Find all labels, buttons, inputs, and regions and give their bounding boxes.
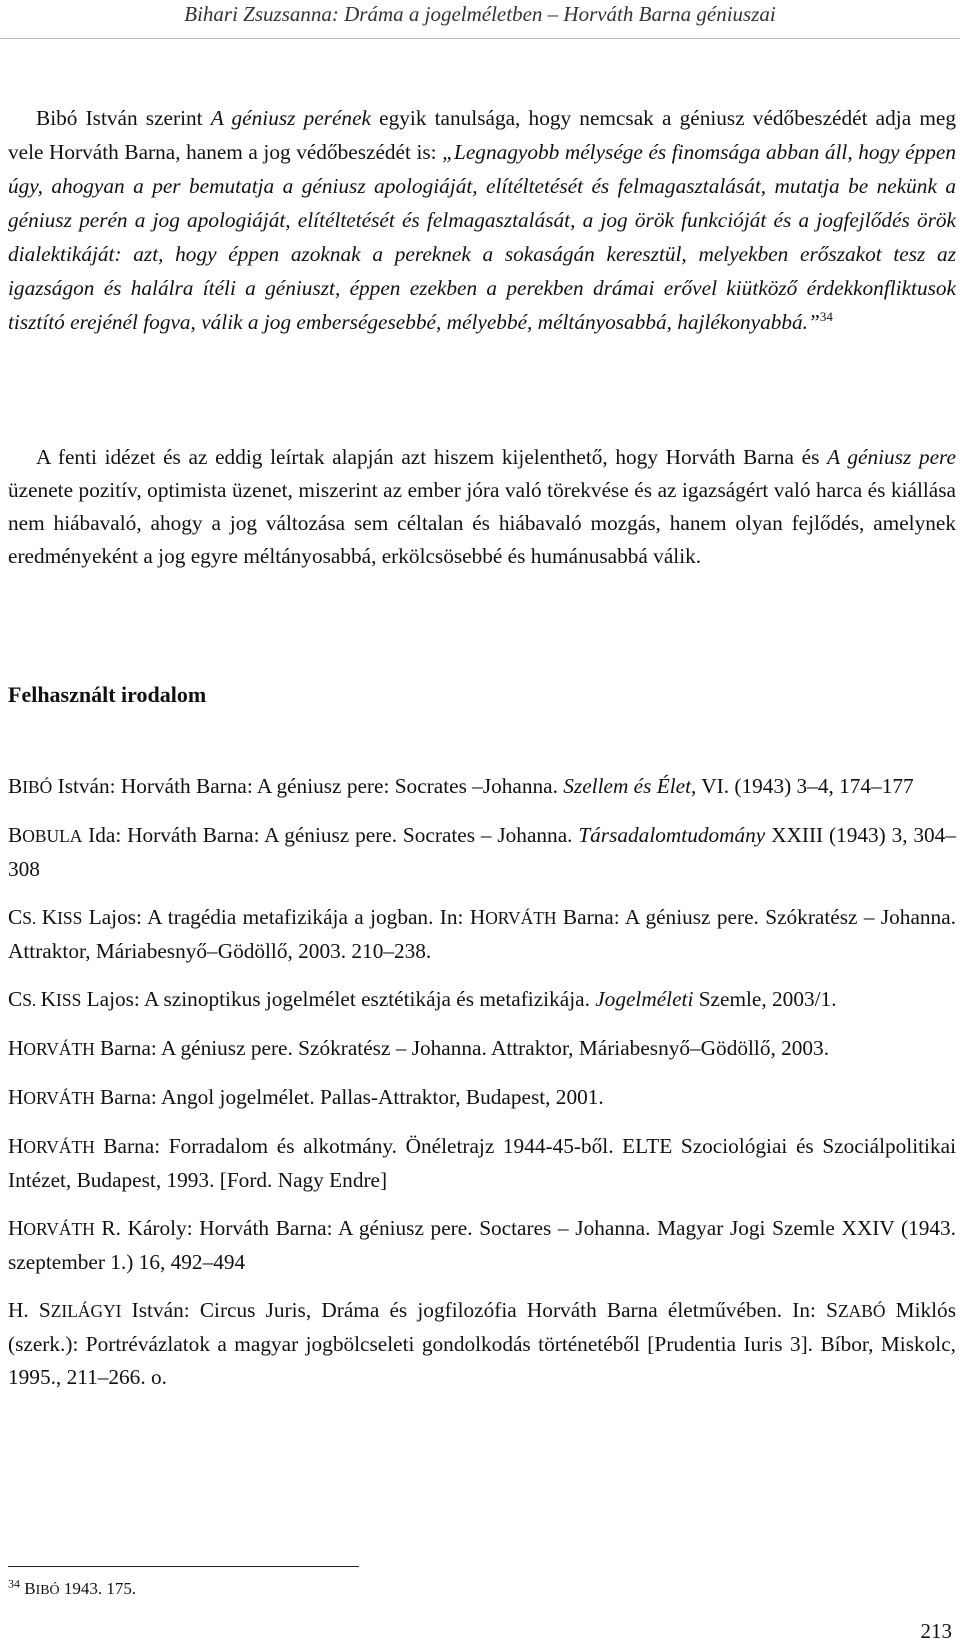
- quote-paragraph: [8, 101, 956, 339]
- paragraph-lead-cont: egyik tanulsága, hogy nemcsak a géniusz védőbeszédét adja meg vele Horváth Barna, hanem a jog védőbeszédét is:: [8, 106, 956, 164]
- reference-item: HORVÁTH Barna: A géniusz pere. Szókratész – Johanna. Attraktor, Máriabesnyő–Gödöllő, 2003.: [8, 1036, 830, 1060]
- summary-text-end: üzenete pozitív, optimista üzenet, miszerint az ember jóra való törekvése és az igazságért való harca és kiállása nem hiábavaló, ahogy a jog változása sem céltalan és hiábavaló mozgás, hanem olyan fejlődés, amelynek eredményeként a jog egyre méltányosabbá, erkölcsösebbé és humánusabbá válik.: [8, 478, 956, 568]
- running-title: Bihari Zsuzsanna: Dráma a jogelméletben – Horváth Barna géniuszai: [184, 2, 776, 26]
- reference-item: H. SZILÁGYI István: Circus Juris, Dráma és jogfilozófia Horváth Barna életművében. In: SZABÓ Miklós (szerk.): Portrévázlatok a magyar jogbölcseleti gondolkodás történetéből [Prudentia Iuris 3]. Bíbor, Miskolc, 1995., 211–266. o.: [8, 1298, 956, 1389]
- reference-item: BOBULA Ida: Horváth Barna: A géniusz pere. Socrates – Johanna. Társadalomtudomány XXIII (1943) 3, 304–308: [8, 823, 956, 881]
- page-number: 213: [920, 1619, 952, 1643]
- footnote: $^{34}$ BIBÓ 1943. 175.: [8, 1576, 137, 1598]
- reference-item: HORVÁTH Barna: Forradalom és alkotmány. Önéletrajz 1944-45-ből. ELTE Szociológiai és Szociálpolitikai Intézet, Budapest, 1993. [Ford. Nagy Endre]: [8, 1134, 956, 1192]
- work-title: A géniusz pere: [827, 445, 957, 469]
- footnote-text: 1943. 175.: [59, 1579, 137, 1598]
- reference-item: HORVÁTH Barna: Angol jogelmélet. Pallas-Attraktor, Budapest, 2001.: [8, 1085, 604, 1109]
- reference-item: HORVÁTH R. Károly: Horváth Barna: A géniusz pere. Soctares – Johanna. Magyar Jogi Szemle XXIV (1943. szeptember 1.) 16, 492–494: [8, 1216, 956, 1274]
- running-header: [0, 0, 960, 32]
- footnote-reference[interactable]: 34: [819, 308, 833, 324]
- paragraph-lead: Bibó István szerint: [36, 106, 211, 130]
- block-quote: „Legnagyobb mélysége és finomsága abban áll, hogy éppen úgy, ahogyan a per bemutatja a géniusz apologiáját, elítéltetését és felmagasztalását, mutatja be nekünk a géniusz perén a jog apologiáját, elítéltetését és felmagasztalását, a jog örök funkcióját és a jogfejlődés örök dialektikáját: azt, hogy éppen azoknak a pereknek a sokaságán keresztül, melyekben erőszakot tesz az igazságon és halálra ítéli a géniuszt, éppen ezekben a perekben drámai erővel kiütköző érdekkonfliktusok tisztító erejénél fogva, válik a jog emberségesebbé, mélyebbé, méltányosabbá, hajlékonyabbá.”: [8, 140, 957, 334]
- section-heading: Felhasznált irodalom: [8, 682, 207, 707]
- footnote-number: 34: [8, 1576, 20, 1591]
- reference-item: BIBÓ István: Horváth Barna: A géniusz pere: Socrates –Johanna. Szellem és Élet, VI. (1943) 3–4, 174–177: [8, 774, 914, 798]
- work-title: A géniusz perének: [210, 106, 371, 130]
- summary-paragraph: [8, 441, 956, 573]
- header-rule: [0, 38, 960, 39]
- footnote-rule: [8, 1566, 359, 1567]
- summary-text-start: A fenti idézet és az eddig leírtak alapján azt hiszem kijelenthető, hogy Horváth Barna és: [36, 445, 828, 469]
- reference-list: [8, 770, 956, 1409]
- reference-item: CS. KISS Lajos: A tragédia metafizikája a jogban. In: HORVÁTH Barna: A géniusz pere. Szókratész – Johanna. Attraktor, Máriabesnyő–Gödöllő, 2003. 210–238.: [8, 905, 956, 963]
- reference-item: CS. KISS Lajos: A szinoptikus jogelmélet esztétikája és metafizikája. Jogelméleti Szemle, 2003/1.: [8, 987, 837, 1011]
